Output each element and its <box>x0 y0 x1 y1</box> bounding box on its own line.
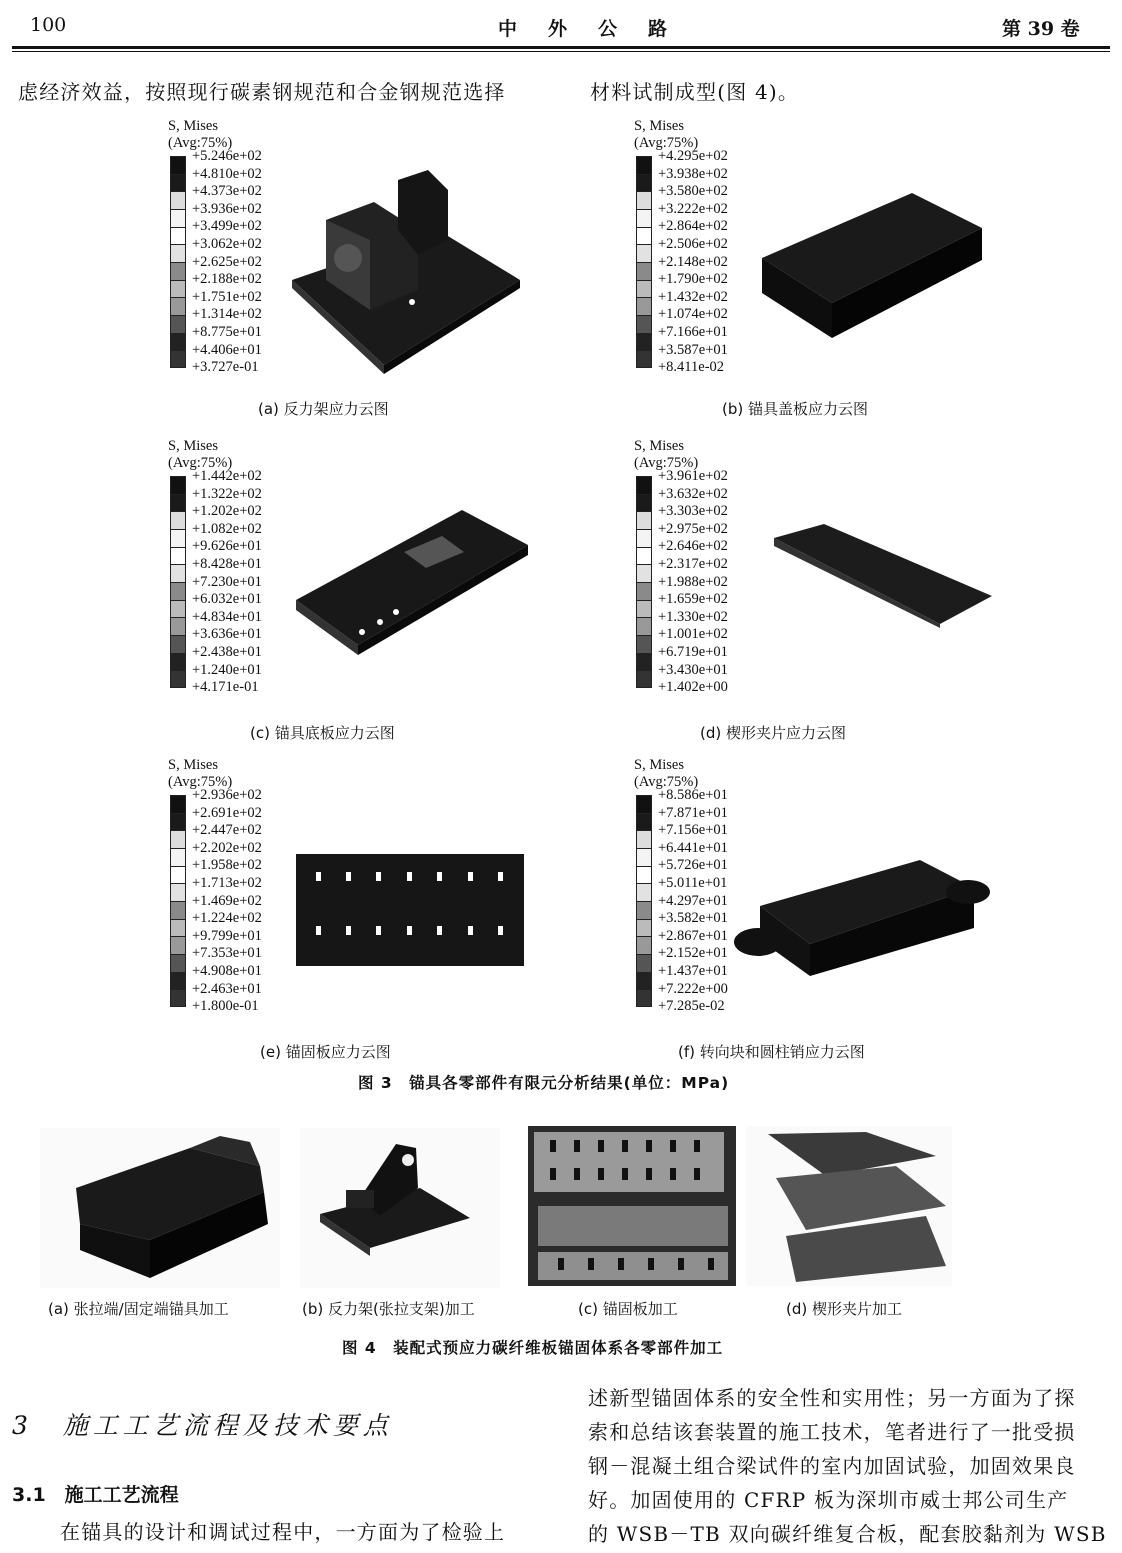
header-rule-thin <box>12 51 1110 52</box>
legend-value: +1.469e+02 <box>192 892 262 909</box>
color-bar <box>170 795 186 1007</box>
color-bar-swatch <box>636 315 652 333</box>
legend-value: +4.810e+02 <box>192 165 262 182</box>
legend-value: +3.961e+02 <box>658 468 728 484</box>
right-col-line-1: 述新型锚固体系的安全性和实用性；另一方面为了探 <box>588 1386 1076 1410</box>
color-bar <box>170 476 186 688</box>
figure-4-caption: 图 4 装配式预应力碳纤维板锚固体系各零部件加工 <box>342 1339 724 1357</box>
color-bar-swatch <box>170 954 186 972</box>
color-bar-swatch <box>636 795 652 813</box>
legend-value: +7.230e+01 <box>192 573 262 590</box>
color-bar-swatch <box>170 848 186 866</box>
legend-value: +7.871e+01 <box>658 804 728 821</box>
color-bar-swatch <box>170 156 186 174</box>
caption-3c: (c) 锚具底板应力云图 <box>250 724 395 742</box>
color-bar-swatch <box>170 511 186 529</box>
color-bar <box>636 795 652 1007</box>
legend-value: +1.800e-01 <box>192 998 259 1015</box>
color-bar-swatch <box>170 617 186 635</box>
color-bar-swatch <box>636 227 652 245</box>
legend-value: +3.303e+02 <box>658 503 728 520</box>
color-bar-swatch <box>636 529 652 547</box>
legend-value: +3.938e+02 <box>658 165 728 182</box>
section-3-1-heading: 3.1 施工工艺流程 <box>12 1484 179 1506</box>
color-bar-swatch <box>170 564 186 582</box>
legend-b <box>634 118 764 388</box>
legend-value: +1.224e+02 <box>192 910 262 927</box>
color-bar-swatch <box>170 244 186 262</box>
caption-4a: (a) 张拉端/固定端锚具加工 <box>48 1300 229 1318</box>
color-bar-swatch <box>170 582 186 600</box>
legend-value: +2.447e+02 <box>192 822 262 839</box>
legend-value: +2.148e+02 <box>658 253 728 270</box>
legend-value: +1.322e+02 <box>192 485 262 502</box>
right-col-line-4: 好。加固使用的 CFRP 板为深圳市威士邦公司生产 <box>588 1488 1069 1512</box>
legend-value: +3.430e+01 <box>658 661 728 678</box>
color-bar-swatch <box>170 972 186 990</box>
legend-title: S, Mises (Avg:75%) <box>634 438 699 471</box>
legend-value: +1.437e+01 <box>658 962 728 979</box>
legend-value: +1.402e+00 <box>658 679 728 696</box>
legend-value: +1.659e+02 <box>658 591 728 608</box>
color-bar-swatch <box>170 476 186 494</box>
legend-value: +8.586e+01 <box>658 787 728 803</box>
model-steering-block <box>730 856 998 980</box>
color-bar-swatch <box>170 191 186 209</box>
legend-value: +3.580e+02 <box>658 183 728 200</box>
legend-value: +1.713e+02 <box>192 874 262 891</box>
legend-value: +3.727e-01 <box>192 359 259 376</box>
model-anchor-cover <box>752 188 992 348</box>
legend-value: +3.632e+02 <box>658 485 728 502</box>
color-bar-swatch <box>170 262 186 280</box>
legend-a <box>168 118 298 388</box>
color-bar-swatch <box>636 830 652 848</box>
photo-anchor <box>40 1128 280 1288</box>
legend-value: +2.936e+02 <box>192 787 262 803</box>
legend-value: +2.867e+01 <box>658 927 728 944</box>
caption-4c: (c) 锚固板加工 <box>578 1300 678 1318</box>
color-bar-swatch <box>170 813 186 831</box>
color-bar <box>636 476 652 688</box>
legend-value: +2.506e+02 <box>658 235 728 252</box>
color-bar-swatch <box>170 866 186 884</box>
color-bar-swatch <box>636 262 652 280</box>
legend-title: S, Mises (Avg:75%) <box>634 118 699 151</box>
color-bar-swatch <box>170 209 186 227</box>
legend-value: +1.202e+02 <box>192 503 262 520</box>
legend-value: +3.062e+02 <box>192 235 262 252</box>
legend-value: +7.166e+01 <box>658 323 728 340</box>
color-bar-swatch <box>170 830 186 848</box>
legend-value: +3.936e+02 <box>192 200 262 217</box>
legend-value: +8.775e+01 <box>192 323 262 340</box>
legend-d <box>634 438 764 708</box>
legend-value: +2.691e+02 <box>192 804 262 821</box>
header-rule-thick <box>12 46 1110 49</box>
legend-value: +4.406e+01 <box>192 341 262 358</box>
color-bar-swatch <box>636 936 652 954</box>
color-bar-swatch <box>636 297 652 315</box>
intro-left-line: 虑经济效益，按照现行碳素钢规范和合金钢规范选择 <box>18 80 506 104</box>
section-3-heading: 3 施工工艺流程及技术要点 <box>12 1411 393 1440</box>
legend-title: S, Mises (Avg:75%) <box>168 438 233 471</box>
legend-value: +1.240e+01 <box>192 661 262 678</box>
model-reaction-frame <box>288 160 528 380</box>
model-anchor-plate <box>294 852 528 972</box>
legend-e <box>168 757 298 1027</box>
color-bar-swatch <box>636 848 652 866</box>
caption-4d: (d) 楔形夹片加工 <box>786 1300 902 1318</box>
legend-value: +6.032e+01 <box>192 591 262 608</box>
legend-value: +3.587e+01 <box>658 341 728 358</box>
legend-value: +1.442e+02 <box>192 468 262 484</box>
legend-value: +4.171e-01 <box>192 679 259 696</box>
caption-3f: (f) 转向块和圆柱销应力云图 <box>678 1043 865 1061</box>
color-bar-swatch <box>636 972 652 990</box>
color-bar-swatch <box>636 191 652 209</box>
legend-value: +2.317e+02 <box>658 555 728 572</box>
color-bar-swatch <box>170 795 186 813</box>
legend-c <box>168 438 298 708</box>
legend-value: +1.432e+02 <box>658 288 728 305</box>
caption-4b: (b) 反力架(张拉支架)加工 <box>302 1300 475 1318</box>
legend-value: +8.428e+01 <box>192 555 262 572</box>
legend-value: +1.001e+02 <box>658 626 728 643</box>
color-bar-swatch <box>636 280 652 298</box>
legend-value: +1.958e+02 <box>192 857 262 874</box>
color-bar-swatch <box>170 901 186 919</box>
caption-3e: (e) 锚固板应力云图 <box>260 1043 391 1061</box>
color-bar-swatch <box>636 989 652 1007</box>
color-bar <box>636 156 652 368</box>
legend-value: +3.499e+02 <box>192 218 262 235</box>
legend-value: +5.011e+01 <box>658 874 728 891</box>
right-col-line-3: 钢－混凝土组合梁试件的室内加固试验，加固效果良 <box>588 1454 1076 1478</box>
model-wedge <box>770 520 996 630</box>
legend-value: +6.441e+01 <box>658 839 728 856</box>
color-bar-swatch <box>170 919 186 937</box>
caption-3b: (b) 锚具盖板应力云图 <box>722 400 868 418</box>
photo-wedge <box>746 1126 952 1286</box>
legend-value: +2.975e+02 <box>658 520 728 537</box>
legend-value: +3.582e+01 <box>658 910 728 927</box>
color-bar-swatch <box>170 494 186 512</box>
legend-value: +9.626e+01 <box>192 538 262 555</box>
color-bar-swatch <box>170 315 186 333</box>
color-bar-swatch <box>170 350 186 368</box>
color-bar-swatch <box>636 635 652 653</box>
legend-value: +4.297e+01 <box>658 892 728 909</box>
legend-value: +8.411e-02 <box>658 359 725 376</box>
color-bar-swatch <box>636 494 652 512</box>
legend-value: +5.726e+01 <box>658 857 728 874</box>
color-bar-swatch <box>636 511 652 529</box>
section-3-1-first-line: 在锚具的设计和调试过程中，一方面为了检验上 <box>60 1520 506 1544</box>
color-bar-swatch <box>170 989 186 1007</box>
color-bar-swatch <box>636 244 652 262</box>
color-bar-swatch <box>170 547 186 565</box>
color-bar-swatch <box>170 529 186 547</box>
color-bar-swatch <box>636 333 652 351</box>
photo-anchor-plate <box>528 1126 736 1286</box>
color-bar-swatch <box>636 564 652 582</box>
color-bar-swatch <box>170 670 186 688</box>
legend-value: +3.222e+02 <box>658 200 728 217</box>
legend-title: S, Mises (Avg:75%) <box>634 757 699 790</box>
legend-value: +7.285e-02 <box>658 998 725 1015</box>
legend-value: +2.646e+02 <box>658 538 728 555</box>
color-bar-swatch <box>636 866 652 884</box>
color-bar-swatch <box>170 174 186 192</box>
model-anchor-base <box>292 500 532 660</box>
color-bar-swatch <box>636 547 652 565</box>
color-bar-swatch <box>170 280 186 298</box>
figure-3-caption: 图 3 锚具各零部件有限元分析结果(单位：MPa) <box>358 1074 730 1092</box>
color-bar-swatch <box>170 297 186 315</box>
caption-3d: (d) 楔形夹片应力云图 <box>700 724 846 742</box>
legend-value: +2.864e+02 <box>658 218 728 235</box>
legend-value: +6.719e+01 <box>658 643 728 660</box>
color-bar-swatch <box>636 350 652 368</box>
color-bar-swatch <box>636 476 652 494</box>
legend-value: +4.373e+02 <box>192 183 262 200</box>
color-bar-swatch <box>170 600 186 618</box>
page-number: 100 <box>30 14 67 36</box>
legend-title: S, Mises (Avg:75%) <box>168 757 233 790</box>
legend-value: +4.295e+02 <box>658 148 728 164</box>
legend-value: +2.188e+02 <box>192 271 262 288</box>
volume-label: 第 39 卷 <box>1002 18 1080 40</box>
color-bar-swatch <box>170 883 186 901</box>
color-bar <box>170 156 186 368</box>
legend-value: +2.202e+02 <box>192 839 262 856</box>
color-bar-swatch <box>636 582 652 600</box>
color-bar-swatch <box>170 227 186 245</box>
color-bar-swatch <box>636 954 652 972</box>
color-bar-swatch <box>636 617 652 635</box>
legend-value: +9.799e+01 <box>192 927 262 944</box>
right-col-line-2: 索和总结该套装置的施工技术，笔者进行了一批受损 <box>588 1420 1076 1444</box>
legend-value: +2.152e+01 <box>658 945 728 962</box>
color-bar-swatch <box>636 919 652 937</box>
legend-value: +4.834e+01 <box>192 608 262 625</box>
journal-name: 中 外 公 路 <box>498 18 674 40</box>
color-bar-swatch <box>170 936 186 954</box>
color-bar-swatch <box>170 653 186 671</box>
color-bar-swatch <box>170 333 186 351</box>
legend-value: +1.988e+02 <box>658 573 728 590</box>
color-bar-swatch <box>636 209 652 227</box>
legend-value: +7.156e+01 <box>658 822 728 839</box>
color-bar-swatch <box>636 670 652 688</box>
legend-value: +1.790e+02 <box>658 271 728 288</box>
legend-value: +5.246e+02 <box>192 148 262 164</box>
legend-value: +2.625e+02 <box>192 253 262 270</box>
color-bar-swatch <box>636 174 652 192</box>
legend-value: +1.330e+02 <box>658 608 728 625</box>
legend-value: +1.751e+02 <box>192 288 262 305</box>
intro-right-line: 材料试制成型(图 4)。 <box>590 80 800 104</box>
legend-value: +7.222e+00 <box>658 980 728 997</box>
color-bar-swatch <box>636 653 652 671</box>
color-bar-swatch <box>636 600 652 618</box>
legend-value: +1.314e+02 <box>192 306 262 323</box>
color-bar-swatch <box>636 813 652 831</box>
legend-title: S, Mises (Avg:75%) <box>168 118 233 151</box>
legend-value: +3.636e+01 <box>192 626 262 643</box>
caption-3a: (a) 反力架应力云图 <box>258 400 389 418</box>
color-bar-swatch <box>636 901 652 919</box>
color-bar-swatch <box>636 883 652 901</box>
legend-value: +2.438e+01 <box>192 643 262 660</box>
legend-value: +7.353e+01 <box>192 945 262 962</box>
photo-reaction-frame <box>300 1128 500 1288</box>
right-col-line-5: 的 WSB－TB 双向碳纤维复合板，配套胶黏剂为 WSB <box>588 1522 1107 1546</box>
legend-value: +1.074e+02 <box>658 306 728 323</box>
legend-value: +4.908e+01 <box>192 962 262 979</box>
color-bar-swatch <box>636 156 652 174</box>
legend-value: +2.463e+01 <box>192 980 262 997</box>
color-bar-swatch <box>170 635 186 653</box>
legend-value: +1.082e+02 <box>192 520 262 537</box>
